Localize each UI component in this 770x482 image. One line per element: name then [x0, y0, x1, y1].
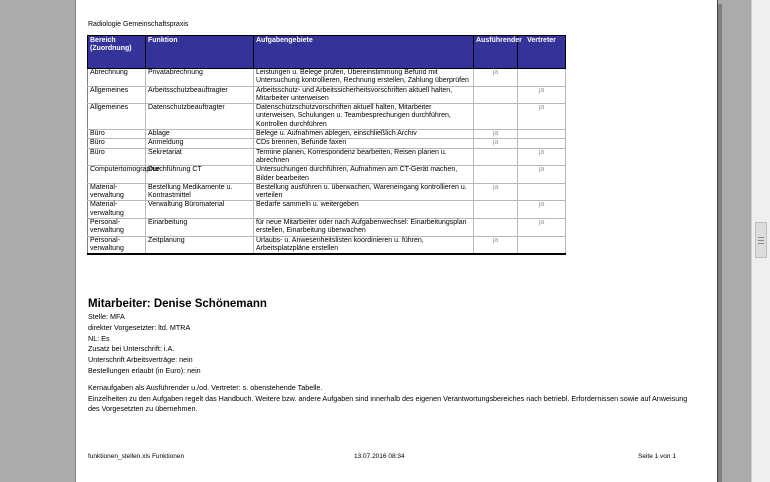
- employee-order-limit: Bestellungen erlaubt (in Euro): nein: [88, 365, 201, 375]
- cell-area: Abrechnung: [88, 69, 146, 87]
- employee-signature-suffix: Zusatz bei Unterschrift: i.A.: [88, 344, 175, 354]
- cell-function: Bestellung Medikamente u. Kontrastmittel: [146, 183, 254, 201]
- cell-deputy: [518, 183, 566, 201]
- cell-tasks: Urlaubs- u. Anwesenheitslisten koordinieren u. führen, Arbeitsplatzpläne erstellen: [254, 236, 474, 254]
- cell-function: Sekretariat: [146, 148, 254, 166]
- cell-executor: [474, 86, 518, 104]
- function-table: [87, 35, 566, 255]
- cell-function: Verwaltung Büromaterial: [146, 201, 254, 219]
- employee-position: Stelle: MFA: [88, 312, 125, 321]
- cell-deputy: ja: [518, 166, 566, 184]
- column-header-deputy: Vertreter: [518, 36, 566, 69]
- column-header-executor: Ausführender: [474, 36, 518, 69]
- cell-area: Allgemeines: [88, 104, 146, 130]
- column-header-area: Bereich (Zuordnung): [88, 36, 146, 69]
- cell-area: Computertomographie: [88, 166, 146, 184]
- cell-executor: ja: [474, 183, 518, 201]
- column-header-function: Funktion: [146, 36, 254, 69]
- employee-section: [88, 298, 688, 415]
- cell-executor: [474, 219, 518, 237]
- cell-deputy: ja: [518, 86, 566, 104]
- cell-function: Durchführung CT: [146, 166, 254, 184]
- cell-executor: ja: [474, 236, 518, 254]
- cell-executor: [474, 201, 518, 219]
- column-header-tasks: Aufgabengebiete: [254, 36, 474, 69]
- cell-executor: [474, 166, 518, 184]
- cell-executor: [474, 148, 518, 166]
- cell-executor: ja: [474, 139, 518, 148]
- footer-filename: funktionen_stellen.xls Funktionen: [88, 453, 185, 460]
- cell-area: Büro: [88, 139, 146, 148]
- cell-area: Material-verwaltung: [88, 183, 146, 201]
- cell-area: Büro: [88, 148, 146, 166]
- cell-area: Büro: [88, 130, 146, 139]
- note-core-tasks: Kernaufgaben als Ausführender u./od. Vertreter: s. obenstehende Tabelle.: [88, 382, 323, 392]
- cell-executor: ja: [474, 69, 518, 87]
- cell-tasks: Untersuchungen durchführen, Aufnahmen am CT-Gerät machen, Bilder bearbeiten: [254, 166, 474, 184]
- table-row: [88, 219, 566, 237]
- cell-function: Einarbeitung: [146, 219, 254, 237]
- table-row: [88, 166, 566, 184]
- employee-notes: [88, 383, 688, 415]
- cell-deputy: [518, 130, 566, 139]
- table-row: [88, 236, 566, 254]
- cell-deputy: ja: [518, 201, 566, 219]
- cell-function: Anmeldung: [146, 139, 254, 148]
- cell-tasks: für neue Mitarbeiter oder nach Aufgabenwechsel: Einarbeitungsplan erstellen, Einarbeitung überwachen: [254, 219, 474, 237]
- footer-timestamp: 13.07.2016 08:34: [354, 453, 405, 460]
- footer-page-number: Seite 1 von 1: [638, 453, 676, 460]
- page-header: Radiologie Gemeinschaftspraxis: [88, 21, 189, 28]
- cell-deputy: ja: [518, 219, 566, 237]
- cell-tasks: Datenschutzschutzvorschriften aktuell halten, Mitarbeiter unterweisen, Schulungen u. Teambesprechungen durchführen, Kontrollen durchführen: [254, 104, 474, 130]
- cell-function: Arbeitsschutzbeauftragter: [146, 86, 254, 104]
- employee-title: Mitarbeiter: Denise Schönemann: [88, 298, 267, 310]
- table-header-row: [88, 36, 566, 69]
- table-row: [88, 130, 566, 139]
- note-details: Einzelheiten zu den Aufgaben regelt das Handbuch. Weitere bzw. andere Aufgaben sind innerhalb des eigenen Verantwortungsbereiches nach betriebl. Erfordernissen sowie auf Anweisung des Vorgesetzten zu übernehmen.: [88, 393, 688, 414]
- cell-deputy: ja: [518, 104, 566, 130]
- table-row: [88, 104, 566, 130]
- cell-tasks: Leistungen u. Belege prüfen, Übereinstimmung Befund mit Untersuchung kontrollieren, Rechnung erstellen, Zahlung überprüfen: [254, 69, 474, 87]
- cell-function: Privatabrechnung: [146, 69, 254, 87]
- cell-function: Zeitplanung: [146, 236, 254, 254]
- cell-tasks: Termine planen, Korrespondenz bearbeiten, Reisen planen u. abrechnen: [254, 148, 474, 166]
- table-row: [88, 201, 566, 219]
- cell-area: Material-verwaltung: [88, 201, 146, 219]
- table-row: [88, 148, 566, 166]
- cell-deputy: [518, 236, 566, 254]
- cell-tasks: Arbeitsschutz- und Arbeitssicherheitsvorschriften aktuell halten, Mitarbeiter unterweisen: [254, 86, 474, 104]
- cell-tasks: Belege u. Aufnahmen ablegen, einschließlich Archiv: [254, 130, 474, 139]
- scrollbar-thumb[interactable]: [755, 222, 767, 258]
- employee-supervisor: direkter Vorgesetzter: ltd. MTRA: [88, 322, 191, 332]
- cell-deputy: ja: [518, 148, 566, 166]
- cell-tasks: CDs brennen, Befunde faxen: [254, 139, 474, 148]
- cell-area: Personal-verwaltung: [88, 236, 146, 254]
- cell-function: Datenschutzbeauftragter: [146, 104, 254, 130]
- cell-tasks: Bestellung ausführen u. überwachen, Wareneingang kontrollieren u. verteilen: [254, 183, 474, 201]
- vertical-scrollbar[interactable]: [751, 0, 770, 482]
- cell-tasks: Bedarfe sammeln u. weitergeben: [254, 201, 474, 219]
- employee-branch: NL: Es: [88, 333, 110, 343]
- table-row: [88, 86, 566, 104]
- cell-deputy: [518, 139, 566, 148]
- table-row: [88, 183, 566, 201]
- cell-executor: [474, 104, 518, 130]
- cell-executor: ja: [474, 130, 518, 139]
- cell-deputy: [518, 69, 566, 87]
- print-preview-page: [75, 0, 718, 482]
- table-row: [88, 139, 566, 148]
- cell-function: Ablage: [146, 130, 254, 139]
- cell-area: Personal-verwaltung: [88, 219, 146, 237]
- employee-contract-signing: Unterschrift Arbeitsverträge: nein: [88, 355, 193, 365]
- cell-area: Allgemeines: [88, 86, 146, 104]
- table-row: [88, 69, 566, 87]
